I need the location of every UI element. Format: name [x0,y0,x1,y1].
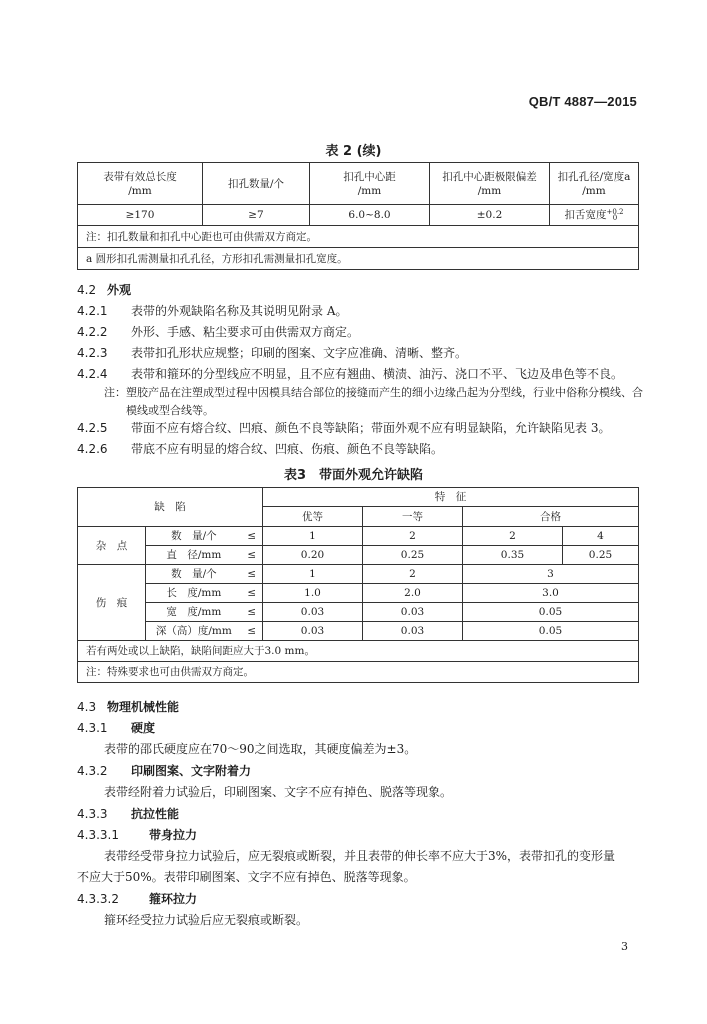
t3-val: 1 [263,565,363,584]
t3-item: 直 径/mm [146,546,242,565]
t3-item: 深（高）度/mm [146,622,242,641]
section-num: 4.3 [77,700,97,714]
t3-val: 0.03 [263,622,363,641]
item-text: 表带扣孔形状应规整；印刷的图案、文字应准确、清晰、整齐。 [131,346,468,360]
note-label: 注： [104,386,126,399]
t2-header-spacing: 扣孔中心距 /mm [310,163,430,205]
t3-defect-header: 缺 陷 [78,488,263,527]
item-num: 4.2.3 [77,346,108,360]
t3-op: ≤ [242,584,263,603]
item-4-2-6 [77,439,443,459]
t3-val: 0.05 [463,622,639,641]
t2-note-2: a 圆形扣孔需测量扣孔孔径，方形扣孔需测量扣孔宽度。 [78,248,639,270]
t2-header-diameter: 扣孔孔径/宽度a /mm [550,163,639,205]
t3-val: 2 [363,565,463,584]
table-3 [77,487,639,683]
note-line-2: 模线或型合线等。 [126,404,214,417]
t3-val: 2.0 [363,584,463,603]
section-title: 物理机械性能 [107,700,180,714]
t3-item: 长 度/mm [146,584,242,603]
t3-val: 4 [563,527,639,546]
t2-header-count: 扣孔数量/个 [203,163,310,205]
item-text: 外形、手感、粘尘要求可由供需双方商定。 [131,325,360,339]
table3-caption: 表3 带面外观允许缺陷 [283,468,424,483]
section-4-3-1-heading [77,718,155,738]
section-num: 4.3.2 [77,764,108,778]
t3-val: 0.03 [363,622,463,641]
t3-val: 0.03 [363,603,463,622]
section-title: 硬度 [131,721,156,735]
section-4-3-1-text: 表带的邵氏硬度应在70～90之间选取，其硬度偏差为±3。 [104,742,417,756]
section-4-2-num: 4.2 [77,283,97,297]
t3-item: 数 量/个 [146,565,242,584]
t3-val: 3 [463,565,639,584]
t2-header-deviation: 扣孔中心距极限偏差 /mm [430,163,550,205]
t3-note-1: 若有两处或以上缺陷，缺陷间距应大于3.0 mm。 [78,641,639,662]
section-4-3-3-2-text: 箍环经受拉力试验后应无裂痕或断裂。 [104,913,309,927]
t2-diameter-tolerance: +0.2 0 [606,208,624,222]
t3-val: 1.0 [263,584,363,603]
section-title: 箍环拉力 [149,892,198,906]
section-4-2-title: 外观 [107,283,132,297]
t3-op: ≤ [242,546,263,565]
section-4-2-heading [77,280,131,300]
section-4-3-3-2-heading [77,889,197,909]
t3-val: 1 [263,527,363,546]
t3-item: 宽 度/mm [146,603,242,622]
section-4-3-2-heading [77,761,251,781]
section-num: 4.3.3 [77,807,108,821]
item-num: 4.2.4 [77,367,108,381]
table-2 [77,162,639,270]
section-title: 印刷图案、文字附着力 [131,764,252,778]
item-num: 4.2.5 [77,421,108,435]
t3-val: 0.03 [263,603,363,622]
section-num: 4.3.3.1 [77,828,119,842]
item-num: 4.2.2 [77,325,108,339]
section-title: 带身拉力 [149,828,198,842]
item-num: 4.2.1 [77,304,108,318]
section-title: 抗拉性能 [131,807,180,821]
standard-number: QB/T 4887—2015 [528,94,637,109]
t3-val: 0.05 [463,603,639,622]
item-text: 表带和箍环的分型线应不明显，且不应有翘曲、横渍、油污、浇口不平、飞边及串色等不良。 [131,367,624,381]
section-4-3-3-1-text-2: 不应大于50%。表带印刷图案、文字不应有掉色、脱落等现象。 [77,870,416,884]
item-4-2-1 [77,301,347,321]
t3-val: 2 [363,527,463,546]
page-number: 3 [621,940,628,953]
t3-feature-header: 特 征 [263,488,639,507]
item-4-2-3 [77,343,467,363]
t2-header-length: 表带有效总长度 /mm [78,163,203,205]
t3-val: 2 [463,527,563,546]
t3-shanghen-label: 伤 痕 [78,565,146,641]
item-4-2-4 [77,364,623,384]
section-4-3-3-1-heading [77,825,197,845]
t3-grade-excellent: 优等 [263,507,363,527]
item-num: 4.2.6 [77,442,108,456]
item-4-2-2 [77,322,359,342]
section-num: 4.3.1 [77,721,108,735]
table2-caption: 表 2 (续) [325,144,382,159]
note-4-2-4 [104,384,649,420]
t3-val: 0.25 [563,546,639,565]
section-num: 4.3.3.2 [77,892,119,906]
t2-cell-length: ≥170 [78,205,203,226]
section-4-3-2-text: 表带经附着力试验后，印刷图案、文字不应有掉色、脱落等现象。 [104,785,453,799]
t3-val: 0.35 [463,546,563,565]
t3-val: 0.25 [363,546,463,565]
t3-op: ≤ [242,603,263,622]
t2-diameter-text: 扣舌宽度 [564,209,607,221]
t3-grade-first: 一等 [363,507,463,527]
t3-op: ≤ [242,565,263,584]
item-4-2-5 [77,418,610,438]
section-4-3-heading [77,697,179,717]
t3-note-2: 注：特殊要求也可由供需双方商定。 [78,662,639,683]
t3-op: ≤ [242,527,263,546]
item-text: 带底不应有明显的熔合纹、凹痕、伤痕、颜色不良等缺陷。 [131,442,444,456]
t3-val: 0.20 [263,546,363,565]
t2-cell-diameter [550,205,639,226]
item-text: 带面不应有熔合纹、凹痕、颜色不良等缺陷；带面外观不应有明显缺陷，允许缺陷见表 3。 [131,421,611,435]
t3-op: ≤ [242,622,263,641]
t2-cell-spacing: 6.0~8.0 [310,205,430,226]
t3-zadian-label: 杂 点 [78,527,146,565]
item-text: 表带的外观缺陷名称及其说明见附录 A。 [131,304,348,318]
t2-cell-count: ≥7 [203,205,310,226]
t2-note-1: 注：扣孔数量和扣孔中心距也可由供需双方商定。 [78,226,639,248]
t3-item: 数 量/个 [146,527,242,546]
t3-grade-qualified: 合格 [463,507,639,527]
t2-cell-deviation: ±0.2 [430,205,550,226]
section-4-3-3-heading [77,804,179,824]
section-4-3-3-1-text-1: 表带经受带身拉力试验后，应无裂痕或断裂，并且表带的伸长率不应大于3%，表带扣孔的变形量 [104,849,616,863]
note-line-1: 塑胶产品在注塑成型过程中因模具结合部位的接缝而产生的细小边缘凸起为分型线，行业中俗称分模线、合 [126,386,643,399]
t3-val: 3.0 [463,584,639,603]
